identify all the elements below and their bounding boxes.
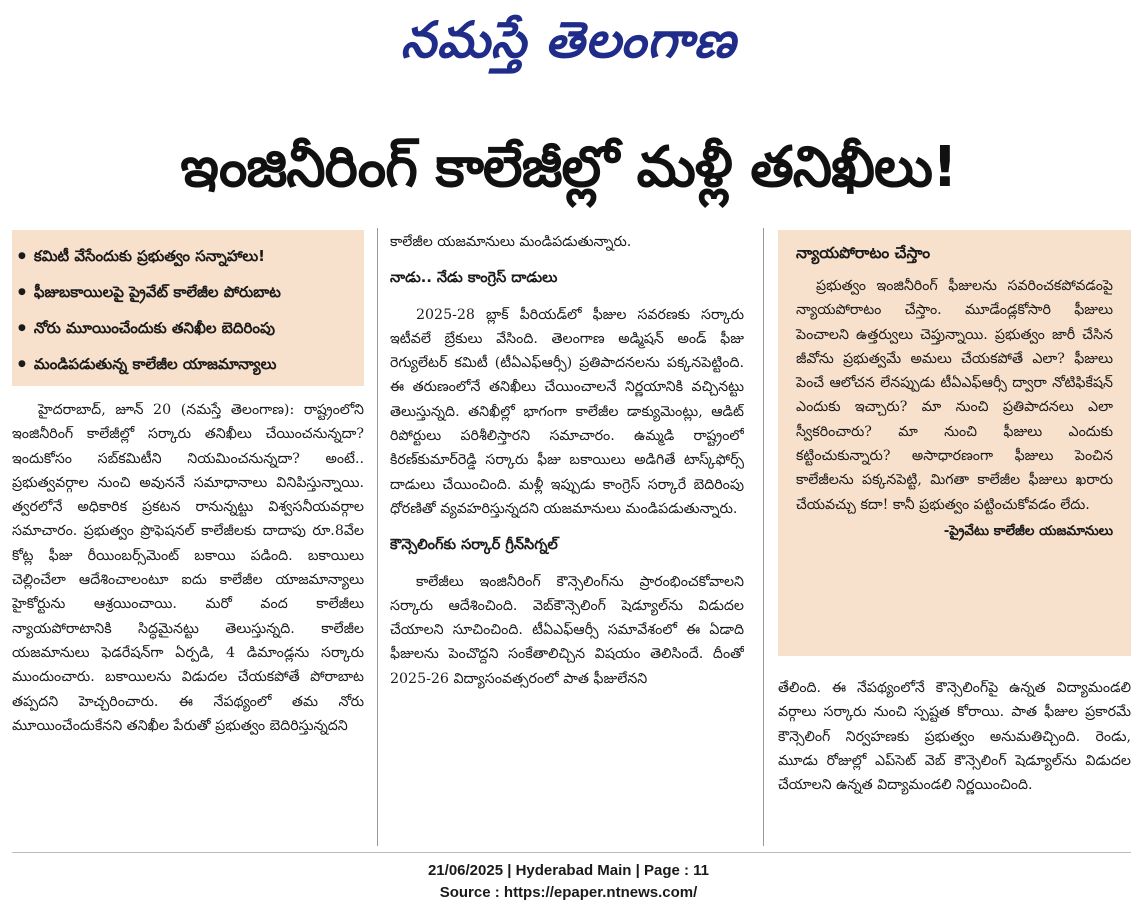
article-paragraph: హైదరాబాద్, జూన్ 20 (నమస్తే తెలంగాణ): రాష్ట్రంలోని ఇంజినీరింగ్ కాలేజీల్లో సర్కారు తనిఖీలు చేయించనున్నదా? ఇందుకోసం సబ్‌కమిటీని నియమించనున్నదా? అంటే.. ప్రభుత్వవర్గాల నుంచి అవుననే సమాధానాలు వినిపిస్తున్నాయి. త్వరలోనే అధికారిక ప్రకటన రానున్నట్టు విశ్వసనీయవర్గాల సమాచారం. ప్రభుత్వం ప్రొఫెషనల్ కాలేజీలకు దాదాపు రూ.8వేల కోట్ల ఫీజు రీయింబర్స్‌మెంట్ బకాయి పడింది. బకాయిలు చెల్లించేలా ఆదేశించాలంటూ ఐదు కాలేజీల యాజమాన్యాలు హైకోర్టును ఆశ్రయించాయి. మరో వంద కాలేజీలు న్యాయపోరాటానికి సిద్ధమైనట్టు తెలుస్తున్నది. కాలేజీల యజమానులు ఫెడరేషన్‌గా ఏర్పడి, 4 డిమాండ్లను సర్కారు ముందుంచారు. బకాయిలను విడుదల చేయకపోతే పోరాబాట తప్పదని హెచ్చరించారు. ఈ నేపథ్యంలో తమ నోరు మూయించేందుకేనని తనిఖీల పేరుతో ప్రభుత్వం బెదిరిస్తున్నదని bbox=[12, 402, 364, 734]
article-column-3 bbox=[778, 676, 1131, 846]
article-headline: ఇంజినీరింగ్ కాలేజీల్లో మళ్లీ తనిఖీలు! bbox=[180, 135, 957, 200]
footer-date-edition: 21/06/2025 | Hyderabad Main | Page : 11 bbox=[427, 862, 710, 879]
sidebar-body: ప్రభుత్వం ఇంజినీరింగ్ ఫీజులను సవరించకపోవడంపై న్యాయపోరాటం చేస్తాం. మూడేండ్లకోసారి ఫీజులు పెంచాలని ఉత్తర్వులు చెప్తున్నాయి. ప్రభుత్వం జారీ చేసిన జీవోను ప్రభుత్వమే అమలు చేయకపోతే ఎలా? ఫీజులు పెంచే ఆలోచన లేనప్పుడు టీఏఎఫ్‌ఆర్సీ ద్వారా నోటిఫికేషన్ ఎందుకు ఇచ్చారు? మా నుంచి ప్రతిపాదనలు ఎలా స్వీకరించారు? మా నుంచి ఫీజులు ఎందుకు కట్టించుకున్నారు? అసాధారణంగా ఫీజులు పెంచిన కాలేజీలను పక్కనపెట్టి, మిగతా కాలేజీల ఫీజులు ఖరారు చేయవచ్చు కదా! కానీ ప్రభుత్వం పట్టించుకోవడం లేదు. bbox=[796, 278, 1113, 513]
column-divider bbox=[763, 228, 764, 846]
article-column-2 bbox=[390, 230, 744, 844]
highlight-item: ● నోరు మూయించేందుకు తనిఖీల బెదిరింపు bbox=[18, 310, 358, 346]
sidebar-signature: -ప్రైవేటు కాలేజీల యజమానులు bbox=[943, 522, 1113, 539]
footer-source: Source : https://epaper.ntnews.com/ bbox=[439, 884, 698, 901]
highlight-item: ● కమిటీ వేసేందుకు ప్రభుత్వం సన్నాహాలు! bbox=[18, 238, 358, 274]
section-subheading: నాడు.. నేడు కాంగ్రెస్ దాడులు bbox=[390, 270, 558, 287]
article-paragraph: 2025-28 బ్లాక్ పీరియడ్‌లో ఫీజుల సవరణకు సర్కారు ఇటీవలే బ్రేకులు వేసింది. తెలంగాణ అడ్మిషన్ అండ్ ఫీజు రెగ్యులేటర్ కమిటీ (టీఏఎఫ్‌ఆర్సీ) ప్రతిపాదనలను పక్కనపెట్టింది. ఈ తరుణంలోనే తనిఖీలు చేయించాలనే నిర్ణయానికి వచ్చినట్టు తెలుస్తున్నది. తనిఖీల్లో భాగంగా కాలేజీల డాక్యుమెంట్లు, ఆడిట్ రిపోర్టులు పరిశీలిస్తారని సమాచారం. ఉమ్మడి రాష్ట్రంలో కిరణ్‌కుమార్‌రెడ్డి సర్కారు ఫీజు బకాయిలు అడిగితే టాస్క్‌ఫోర్స్ దాడులు చేయించింది. మళ్లీ ఇప్పుడు కాంగ్రెస్ సర్కారే బెదిరింపు ధోరణితో వ్యవహరిస్తున్నదని యజమానులు మండిపడుతున్నారు. bbox=[390, 306, 744, 517]
footer-divider bbox=[12, 852, 1131, 853]
highlights-list bbox=[18, 238, 358, 382]
section-subheading: కౌన్సెలింగ్‌కు సర్కార్ గ్రీన్‌సిగ్నల్ bbox=[390, 537, 558, 554]
sidebar-title: న్యాయపోరాటం చేస్తాం bbox=[796, 244, 931, 262]
quote-sidebar bbox=[778, 230, 1131, 656]
article-column-1 bbox=[12, 398, 364, 844]
column-divider bbox=[377, 228, 378, 846]
highlight-item: ● ఫీజుబకాయిలపై ప్రైవేట్ కాలేజీల పోరుబాట bbox=[18, 274, 358, 310]
article-paragraph: కాలేజీలు ఇంజినీరింగ్ కౌన్సెలింగ్‌ను ప్రారంభించకోవాలని సర్కారు ఆదేశించింది. వెబ్‌కౌన్సెలింగ్ షెడ్యూల్‌ను విడుదల చేయాలని సూచించింది. టీఏఎఫ్‌ఆర్సీ సమావేశంలో ఈ ఏడాది ఫీజులను పెంచొద్దని సంకేతాలిచ్చిన విషయం తెలిసిందే. దీంతో 2025-26 విద్యాసంవత్సరంలో పాత ఫీజులేనని bbox=[390, 573, 744, 687]
article-paragraph: తేలింది. ఈ నేపథ్యంలోనే కౌన్సెలింగ్‌పై ఉన్నత విద్యామండలి వర్గాలు సర్కారు నుంచి స్పష్టత కోరాయి. పాత ఫీజుల ప్రకారమే కౌన్సెలింగ్ నిర్వహణకు ప్రభుత్వం అనుమతిచ్చింది. రెండు, మూడు రోజుల్లో ఎప్‌సెట్ వెబ్ కౌన్సెలింగ్ షెడ్యూల్‌ను విడుదల చేయాలని ఉన్నత విద్యామండలి నిర్ణయించింది. bbox=[778, 680, 1131, 794]
newspaper-masthead: నమస్తే తెలంగాణ bbox=[400, 10, 737, 69]
highlights-box bbox=[12, 230, 364, 386]
article-paragraph: కాలేజీల యజమానులు మండిపడుతున్నారు. bbox=[390, 234, 632, 250]
highlight-item: ● మండిపడుతున్న కాలేజీల యాజమాన్యాలు bbox=[18, 346, 358, 382]
